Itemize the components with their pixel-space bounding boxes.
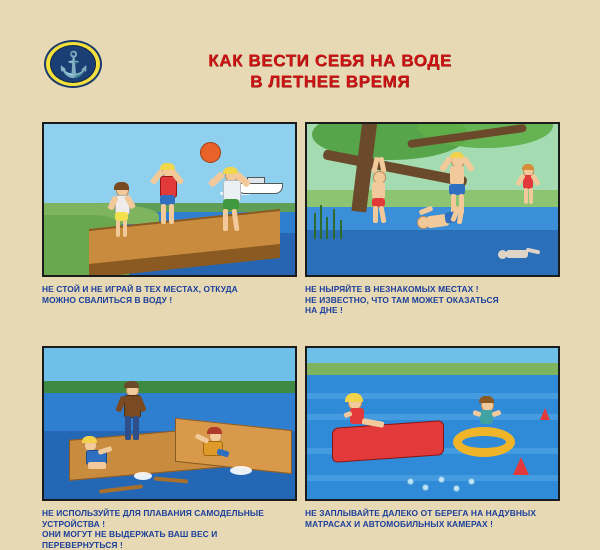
wave-line <box>307 475 558 481</box>
panel-4-illustration <box>305 346 560 501</box>
panel-no-diving-unknown-places <box>305 122 560 316</box>
caption-line: НЕ СТОЙ И НЕ ИГРАЙ В ТЕХ МЕСТАХ, ОТКУДА <box>42 284 297 295</box>
emblem-disc <box>50 45 96 83</box>
panel-2-illustration <box>305 122 560 277</box>
panel-3-illustration <box>42 346 297 501</box>
buoy-marker <box>513 457 529 475</box>
panel-no-play-near-edge <box>42 122 297 305</box>
figure-girl-bank <box>518 166 538 208</box>
figure-swimmer-underwater <box>498 248 542 262</box>
caption-line: ОНИ МОГУТ НЕ ВЫДЕРЖАТЬ ВАШ ВЕС И <box>42 529 297 540</box>
figure-boy-kneeling <box>82 439 112 473</box>
caption-line: НЕ ИСПОЛЬЗУЙТЕ ДЛЯ ПЛАВАНИЯ САМОДЕЛЬНЫЕ <box>42 508 297 519</box>
figure-man-on-raft <box>119 384 145 442</box>
figure-boy-diving <box>417 206 465 234</box>
figure-boy-in-ring <box>473 399 503 433</box>
splash <box>134 472 152 480</box>
caption-line: НЕ НЫРЯЙТЕ В НЕЗНАКОМЫХ МЕСТАХ ! <box>305 284 560 295</box>
panel-3-caption <box>42 508 297 550</box>
title-line-2: В ЛЕТНЕЕ ВРЕМЯ <box>120 71 540 92</box>
caption-line: ПЕРЕВЕРНУТЬСЯ ! <box>42 540 297 550</box>
panel-no-far-from-shore-on-inflatables <box>305 346 560 529</box>
panel-no-homemade-rafts <box>42 346 297 550</box>
panel-1-illustration <box>42 122 297 277</box>
caption-line: УСТРОЙСТВА ! <box>42 519 297 530</box>
figure-person-falling <box>195 430 229 464</box>
caption-line: МАТРАСАХ И АВТОМОБИЛЬНЫХ КАМЕРАХ ! <box>305 519 560 530</box>
splash <box>230 466 252 475</box>
anchor-icon: ⚓ <box>51 46 97 84</box>
caption-line: МОЖНО СВАЛИТЬСЯ В ВОДУ ! <box>42 295 297 306</box>
ball <box>200 142 221 163</box>
title-line-1: КАК ВЕСТИ СЕБЯ НА ВОДЕ <box>120 50 540 71</box>
figure-girl-left <box>109 184 135 240</box>
panel-2-caption <box>305 284 560 316</box>
emblem <box>44 40 102 88</box>
figure-boy-falling <box>215 169 249 235</box>
caption-line: НА ДНЕ ! <box>305 305 560 316</box>
figure-boy-hanging <box>367 169 391 225</box>
page-title <box>120 50 540 92</box>
figure-boy-red <box>154 165 182 227</box>
caption-line: НЕ ИЗВЕСТНО, ЧТО ТАМ МОЖЕТ ОКАЗАТЬСЯ <box>305 295 560 306</box>
buoy-marker <box>540 408 550 420</box>
panel-1-caption <box>42 284 297 305</box>
figure-girl-on-mattress <box>342 396 388 434</box>
panel-4-caption <box>305 508 560 529</box>
caption-line: НЕ ЗАПЛЫВАЙТЕ ДАЛЕКО ОТ БЕРЕГА НА НАДУВНЫХ <box>305 508 560 519</box>
